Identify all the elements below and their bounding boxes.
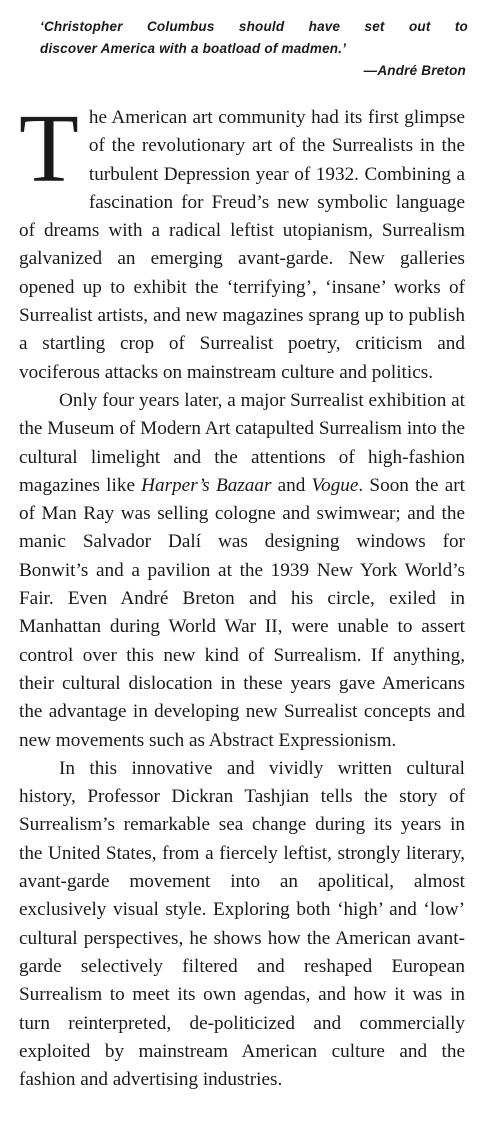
paragraph-2 [19, 387, 465, 755]
paragraph-1-text: he American art community had its first glimpse of the revolutionary art of the Surrealists in the turbulent Depression year of 1932. Combining a fascination for Freud’s new symbolic language of dreams with a radical leftist utopianism, Surrealism galvanized an emerging avant-garde. New galleries opened up to exhibit the ‘terrifying’, ‘insane’ works of Surrealist artists, and new magazines sprang up to publish a startling crop of Surrealist poetry, criticism and vociferous attacks on mainstream culture and politics. [19, 107, 465, 383]
paragraph-2-text-b: and [271, 474, 312, 496]
epigraph-quote-line-1: ‘Christopher Columbus should have set out to [40, 19, 468, 34]
drop-cap: T [19, 95, 79, 203]
magazine-title-vogue: Vogue [311, 474, 359, 496]
epigraph [40, 16, 468, 82]
magazine-title-harpers-bazaar: Harper’s Bazaar [141, 474, 272, 496]
paragraph-1 [19, 95, 465, 387]
paragraph-3-text: In this innovative and vividly written cultural history, Professor Dickran Tashjian tells the story of Surrealism’s remarkable sea change during its years in the United States, from a fiercely leftist, strongly literary, avant-garde movement into an apolitical, almost exclusively visual style. Exploring both ‘high’ and ‘low’ cultural perspectives, he shows how the American avant-garde selectively filtered and reshaped European Surrealism to meet its own agendas, and how it was in turn reinterpreted, de-politicized and commercially exploited by mainstream American culture and the fashion and advertising industries. [19, 757, 465, 1091]
epigraph-attribution: —André Breton [363, 63, 466, 78]
paragraph-3 [19, 755, 465, 1095]
epigraph-quote-line-2: discover America with a boatload of madmen.’ [40, 41, 347, 56]
paragraph-2-text-a: Only four years later, a major Surrealist exhibition at the Museum of Modern Art catapulted Surrealism into the cultural limelight and the attentions of high-fashion magazines like [19, 389, 465, 496]
paragraph-2-text-c: . Soon the art of Man Ray was selling cologne and swimwear; and the manic Salvador Dalí was designing windows for Bonwit’s and a pavilion at the 1939 New York World’s Fair. Even André Breton and his circle, exiled in Manhattan during World War II, were unable to assert control over this new kind of Surrealism. If anything, their cultural dislocation in these years gave Americans the advantage in developing new Surrealist concepts and new movements such as Abstract Expressionism. [19, 474, 465, 751]
body-text [19, 95, 465, 1094]
